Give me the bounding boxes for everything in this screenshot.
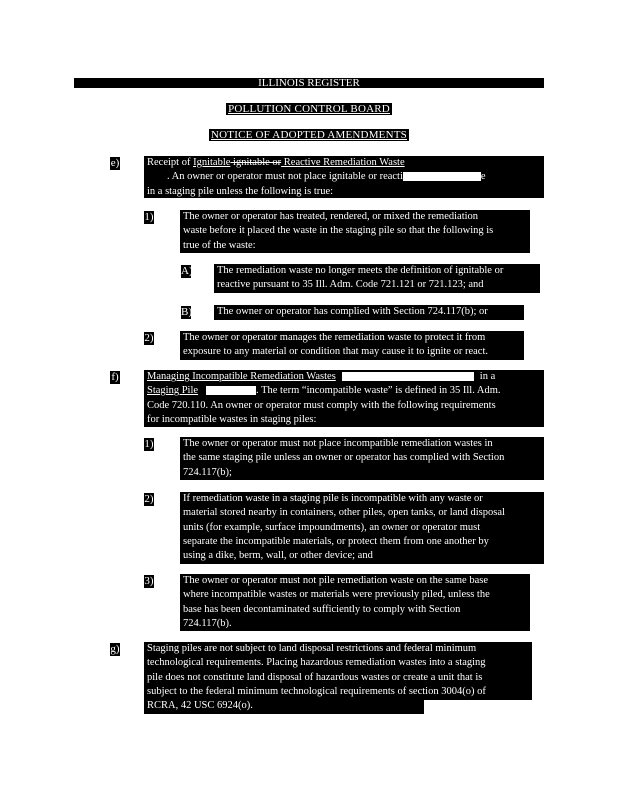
block-notch xyxy=(424,700,534,716)
section-f-intro xyxy=(144,370,544,427)
header-rule xyxy=(74,78,544,88)
section-f-title-line: Managing Incompatible Remediation Wastes in a xyxy=(147,371,496,382)
section-e-line-2: . An owner or operator must not place ignitable or reacti e xyxy=(167,171,486,183)
section-f-line-3: Code 720.110. An owner or operator must comply with the following requirements xyxy=(147,399,496,411)
section-e-title-line: Receipt of Ignitable ignitable or Reactive Remediation Waste xyxy=(147,157,405,168)
item-f2-marker: 2) xyxy=(144,493,154,505)
item-e1a-marker: A) xyxy=(181,265,193,277)
item-f2-text: If remediation waste in a staging pile is incompatible with any waste or material stored nearby in containers, other piles, open tanks, or land disposal units (for example, surface impoundments), an owner or operator must separate the incompatible materials, or protect them from one another by using a dike, berm, wall, or other device; and xyxy=(180,492,544,564)
section-f-marker: f) xyxy=(111,371,119,383)
section-f-line-2: Staging Pile . The term “incompatible waste” is defined in 35 Ill. Adm. xyxy=(147,385,501,397)
register-title: ILLINOIS REGISTER xyxy=(258,77,360,89)
section-f-line-4: for incompatible wastes in staging piles: xyxy=(147,413,317,425)
notice-title: NOTICE OF ADOPTED AMENDMENTS xyxy=(211,129,407,141)
item-e1-marker: 1) xyxy=(144,211,154,223)
board-title: POLLUTION CONTROL BOARD xyxy=(228,103,390,115)
item-f3-marker: 3) xyxy=(144,575,154,587)
item-e1a-text: The remediation waste no longer meets the definition of ignitable or reactive pursuant to 35 Ill. Adm. Code 721.121 or 721.123; and xyxy=(214,264,540,293)
section-g-text: Staging piles are not subject to land disposal restrictions and federal minimum technological requirements. Placing hazardous remediation wastes into a staging pile does not constitute land disposal of hazardous wastes or create a unit that is subject to the federal minimum technological requirements of section 3004(o) of RCRA, 42 USC 6924(o). xyxy=(144,642,532,714)
item-f1-text: The owner or operator must not place incompatible remediation wastes in the same staging pile unless an owner or operator has complied with Section 724.117(b); xyxy=(180,437,544,480)
item-e2-text: The owner or operator manages the remediation waste to protect it from exposure to any material or condition that may cause it to ignite or react. xyxy=(180,331,524,360)
section-e-marker: e) xyxy=(110,157,120,169)
item-f3-text: The owner or operator must not pile remediation waste on the same base where incompatible wastes or materials were previously piled, unless the base has been decontaminated sufficiently to comply with Section 724.117(b). xyxy=(180,574,530,631)
section-e-intro xyxy=(144,156,544,198)
section-g-marker: g) xyxy=(110,643,120,655)
item-e2-marker: 2) xyxy=(144,332,154,344)
item-e1-text: The owner or operator has treated, rendered, or mixed the remediation waste before it placed the waste in the staging pile so that the following is true of the waste: xyxy=(180,210,530,253)
section-e-line-3: in a staging pile unless the following is true: xyxy=(147,185,334,197)
item-e1b-text: The owner or operator has complied with Section 724.117(b); or xyxy=(214,305,524,320)
item-e1b-marker: B) xyxy=(181,306,192,318)
item-f1-marker: 1) xyxy=(144,438,154,450)
